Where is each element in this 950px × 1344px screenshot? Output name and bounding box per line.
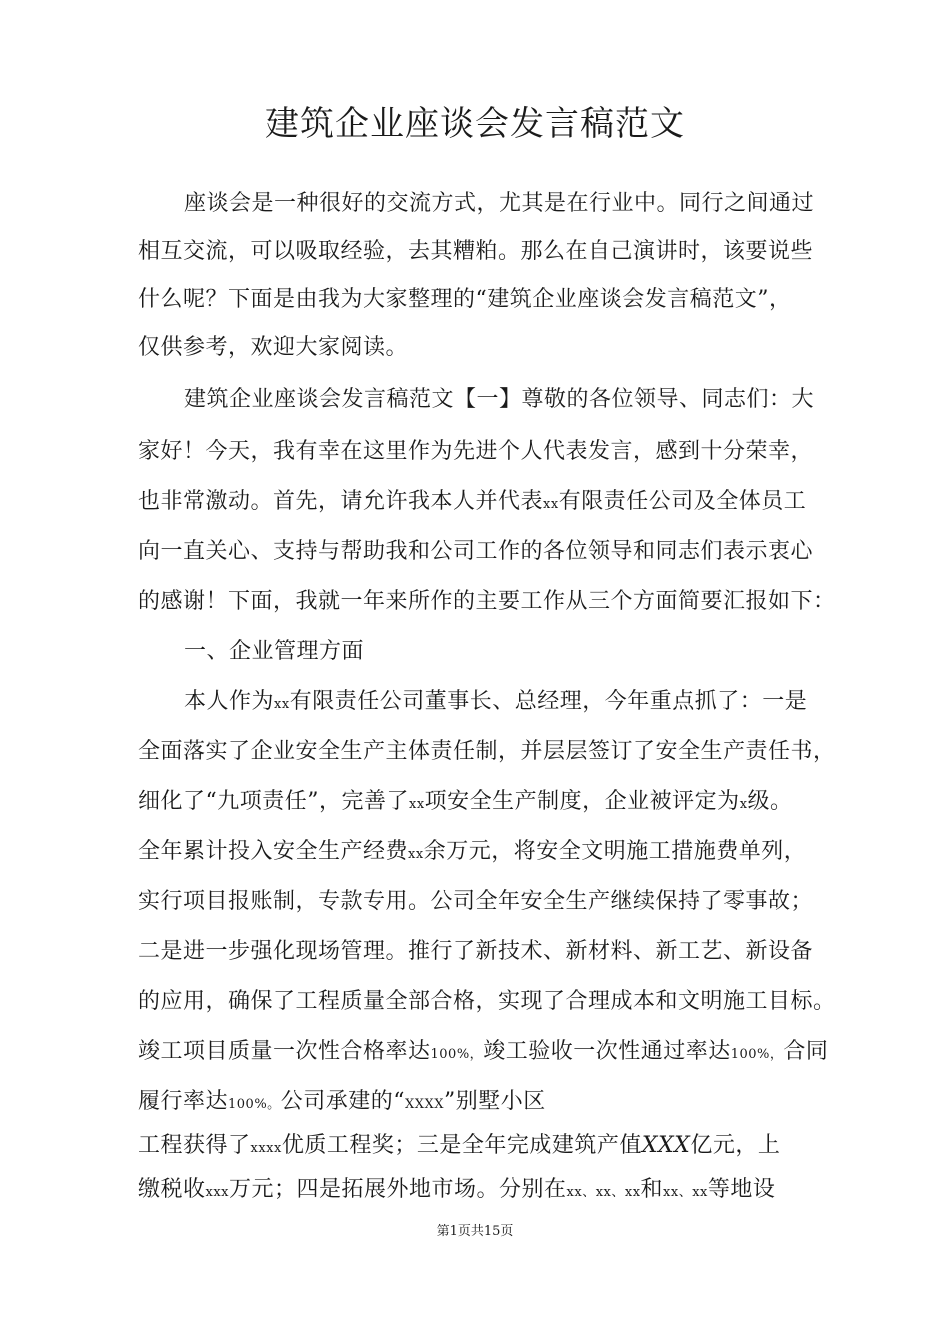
placeholder-code: xx xyxy=(274,697,290,712)
percentage: 100%， xyxy=(430,1047,484,1062)
text: 万元；四是拓展外地市场。分别在 xyxy=(229,1177,567,1202)
paragraph-line xyxy=(138,934,838,970)
paragraph-line xyxy=(184,382,884,418)
text: 也非常激动。首先，请允许我本人并代表 xyxy=(138,489,544,514)
placeholder-code: xxxx xyxy=(250,1141,282,1156)
placeholder-code: xx xyxy=(543,497,559,512)
text: 项安全生产制度，企业被评定为 xyxy=(424,789,740,814)
paragraph-line xyxy=(138,330,838,366)
paragraph-line xyxy=(138,734,838,770)
paragraph-line xyxy=(138,984,838,1020)
current-page-number: 1 xyxy=(449,1224,458,1239)
section-heading xyxy=(184,634,884,670)
text: 向一直关心、支持与帮助我和公司工作的各位领导和同志们表示衷心 xyxy=(138,539,814,564)
text: 实行项目报账制，专款专用。公司全年安全生产继续保持了零事故； xyxy=(138,889,814,914)
text: 和 xyxy=(640,1177,664,1202)
placeholder-code: XXXX xyxy=(404,1097,444,1112)
paragraph-line xyxy=(138,884,838,920)
paragraph-line xyxy=(138,1084,838,1123)
footer-middle: 页共 xyxy=(457,1224,484,1239)
paragraph-line xyxy=(138,234,838,270)
paragraph-line xyxy=(138,1172,838,1211)
text: 相互交流，可以吸取经验，去其糟粕。那么在自己演讲时，该要说些 xyxy=(138,239,814,264)
placeholder-code: xx xyxy=(408,847,424,862)
placeholder-code: xxx xyxy=(205,1185,230,1200)
text: 座谈会是一种很好的交流方式，尤其是在行业中。同行之间通过 xyxy=(184,191,815,216)
page-footer xyxy=(0,1222,950,1242)
text: 建筑企业座谈会发言稿范文【一】尊敬的各位领导、同志们：大 xyxy=(184,387,815,412)
text: 余万元，将安全文明施工措施费单列， xyxy=(423,839,807,864)
text: ”别墅小区 xyxy=(443,1089,546,1114)
text: 一、企业管理方面 xyxy=(184,639,365,664)
paragraph-line xyxy=(138,834,838,873)
percentage: 100%， xyxy=(730,1047,784,1062)
text: 的应用，确保了工程质量全部合格，实现了合理成本和文明施工目标。 xyxy=(138,989,836,1014)
text: 竣工项目质量一次性合格率达 xyxy=(138,1039,431,1064)
placeholder-code: x xyxy=(739,797,748,812)
document-title: 建筑企业座谈会发言稿范文 xyxy=(265,104,685,144)
text: 家好！今天，我有幸在这里作为先进个人代表发言，感到十分荣幸， xyxy=(138,439,814,464)
placeholder-code: xx xyxy=(409,797,425,812)
footer-suffix: 页 xyxy=(500,1224,514,1239)
placeholder-code: XXX xyxy=(641,1133,691,1158)
paragraph-line xyxy=(138,1034,838,1073)
text: 有限责任公司及全体员工 xyxy=(558,489,807,514)
text: 合同 xyxy=(783,1039,829,1064)
placeholder-code: xx、xx xyxy=(663,1185,708,1200)
text: 工程获得了 xyxy=(138,1133,251,1158)
text: 等地设 xyxy=(707,1177,776,1202)
text: 级。 xyxy=(747,789,793,814)
text: 履行率达 xyxy=(138,1089,229,1114)
text: 竣工验收一次性通过率达 xyxy=(483,1039,731,1064)
text: 公司承建的“ xyxy=(280,1089,405,1114)
percentage: 100%。 xyxy=(228,1097,281,1112)
paragraph-line xyxy=(138,1128,838,1167)
paragraph-line xyxy=(184,684,884,723)
total-page-number: 15 xyxy=(483,1224,501,1239)
footer-prefix: 第 xyxy=(436,1224,450,1239)
text: 全年累计投入安全生产经费 xyxy=(138,839,409,864)
text: 的感谢！下面，我就一年来所作的主要工作从三个方面简要汇报如下： xyxy=(138,589,836,614)
paragraph-line xyxy=(138,484,838,523)
text: 二是进一步强化现场管理。推行了新技术、新材料、新工艺、新设备 xyxy=(138,939,814,964)
text: 亿元，上 xyxy=(690,1133,781,1158)
text: 细化了“九项责任”，完善了 xyxy=(138,789,409,814)
text: 什么呢？下面是由我为大家整理的“建筑企业座谈会发言稿范文”， xyxy=(138,287,792,312)
text: 优质工程奖；三是全年完成建筑产值 xyxy=(281,1133,642,1158)
text: 仅供参考，欢迎大家阅读。 xyxy=(138,335,409,360)
text: 全面落实了企业安全生产主体责任制，并层层签订了安全生产责任书， xyxy=(138,739,836,764)
text: 缴税收 xyxy=(138,1177,206,1202)
placeholder-code: xx、xx、xx xyxy=(566,1185,641,1200)
text: 有限责任公司董事长、总经理，今年重点抓了：一是 xyxy=(289,689,808,714)
paragraph-line xyxy=(184,186,884,222)
paragraph-line xyxy=(138,584,838,620)
paragraph-line xyxy=(138,534,838,570)
text: 本人作为 xyxy=(184,689,275,714)
paragraph-line xyxy=(138,434,838,470)
paragraph-line xyxy=(138,282,838,318)
paragraph-line xyxy=(138,784,838,823)
